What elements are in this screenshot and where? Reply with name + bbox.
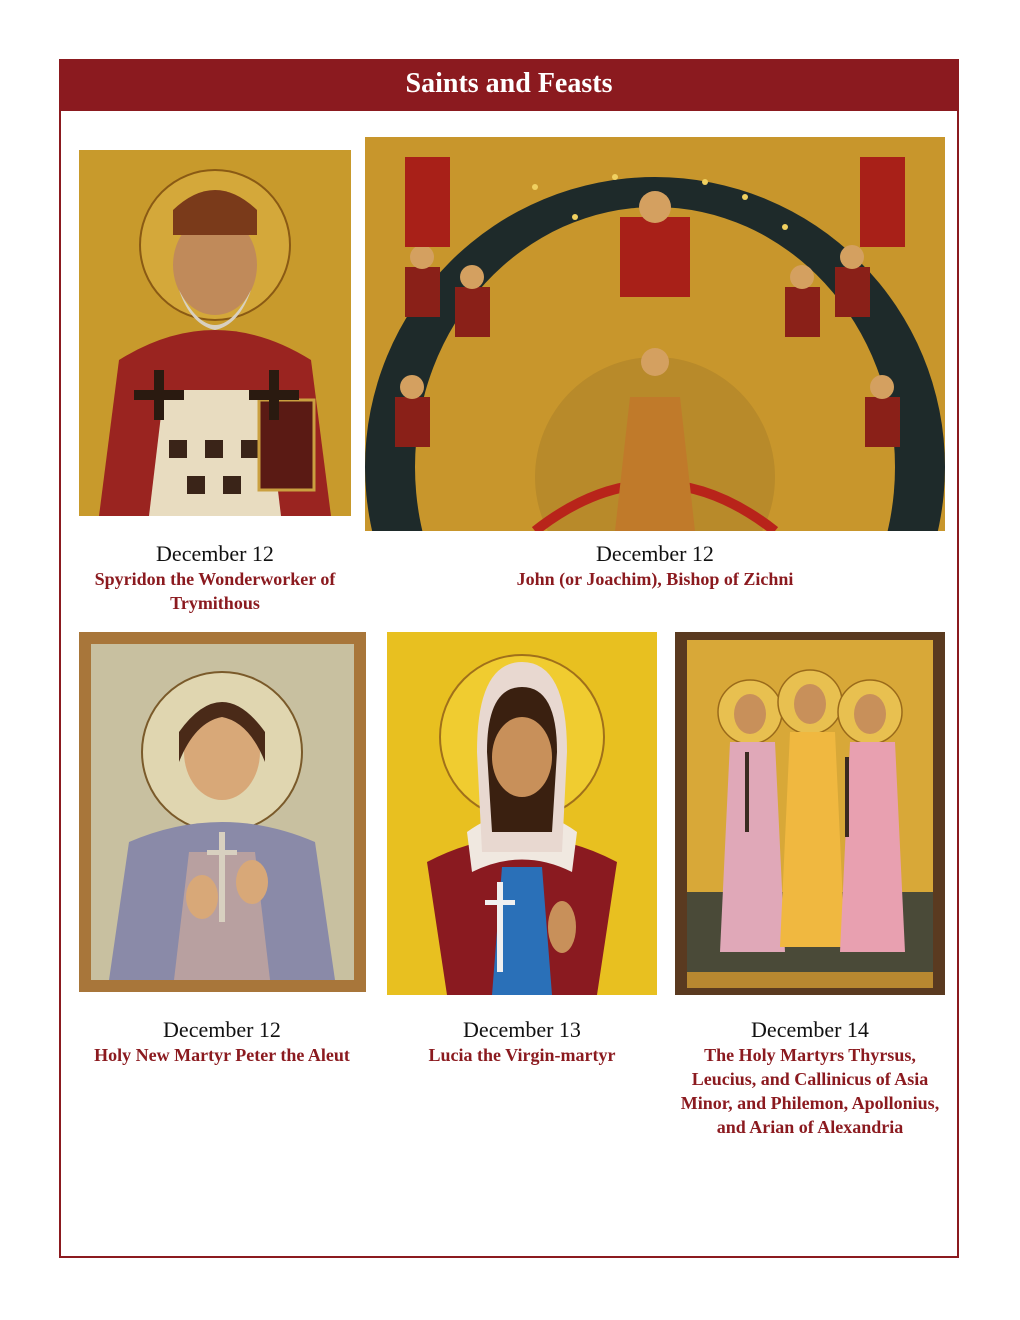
page-title: Saints and Feasts <box>61 61 957 111</box>
saint-name: The Holy Martyrs Thyrsus, Leucius, and Callinicus of Asia Minor, and Philemon, Apollonius, and Arian of Alexandria <box>680 1045 940 1137</box>
saint-name: Holy New Martyr Peter the Aleut <box>94 1045 350 1065</box>
feast-date: December 12 <box>156 541 274 566</box>
spyridon-icon-image <box>79 150 351 516</box>
caption-lucia <box>392 1017 652 1067</box>
feast-date: December 12 <box>163 1017 281 1042</box>
feast-date: December 12 <box>596 541 714 566</box>
caption-peter-aleut <box>72 1017 372 1067</box>
caption-john-zichni <box>410 541 900 591</box>
saint-name: John (or Joachim), Bishop of Zichni <box>516 569 794 589</box>
all-saints-icon-image <box>365 137 945 531</box>
feast-date: December 14 <box>751 1017 869 1042</box>
caption-three-martyrs <box>680 1017 940 1139</box>
lucia-icon-image <box>387 632 657 995</box>
caption-spyridon <box>60 541 370 615</box>
peter-aleut-icon-image <box>79 632 366 992</box>
three-martyrs-icon-image <box>675 632 945 995</box>
feast-date: December 13 <box>463 1017 581 1042</box>
saint-name: Lucia the Virgin-martyr <box>428 1045 616 1065</box>
saint-name: Spyridon the Wonderworker of Trymithous <box>94 569 336 613</box>
